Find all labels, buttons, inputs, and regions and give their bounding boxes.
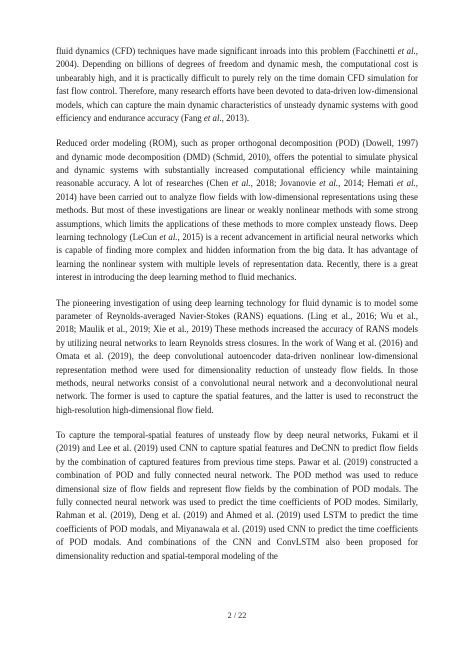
text-run: To capture the temporal-spatial features of unsteady flow by deep neural networks, Fukami et il (2019) and Lee et al. (2019) used CNN to capture spatial features and DeCNN to predict flow fields by the combination of captured features from previous time steps. Pawar et al. (2019) constructed a combination of POD and fully connected neural network. The POD method was used to reduce dimensional size of flow fields and represent flow fields by the combination of POD modals. The fully connected neural network was used to predict the time coefficients of POD modes. Similarly, Rahman et al. (2019), Deng et al. (2019) and Ahmed et al. (2019) used LSTM to predict the time coefficients of POD modals, and Miyanawala et al. (2019) used CNN to predict the time coefficients of POD modals. And combinations of the CNN and ConvLSTM also been proposed for dimensionality reduction and spatial-temporal modeling of the: [56, 429, 418, 561]
text-run: , 2014) have been carried out to analyze flow fields with low-dimensional representations using these methods. But most of these investigations are linear or weakly nonlinear methods with some strong assumptions, which limits the applications of these methods to more complex unsteady flows. Deep learning technology (LeCun: [56, 178, 418, 243]
text-run: , 2004). Depending on billions of degrees of freedom and dynamic mesh, the computational cost is unbearably high, and it is practically difficult to purely rely on the time domain CFD simulation for fast flow control. Therefore, many research efforts have been devoted to data-driven low-dimensional models, which can capture the main dynamic characteristics of unsteady dynamic systems with good efficiency and endurance accuracy (Fang: [56, 46, 419, 124]
italic-text-run: et al.: [159, 232, 178, 243]
italic-text-run: et al.: [396, 178, 416, 189]
text-run: Reduced order modeling (ROM), such as proper orthogonal decomposition (POD) (Dowell, 1997) and dynamic mode decomposition (DMD) (Schmid, 2010), offers the potential to simulate physical and dynamic systems with substantially increased computational efficiency while maintaining reasonable accuracy. A lot of researches (Chen: [56, 138, 418, 189]
text-run: fluid dynamics (CFD) techniques have made significant inroads into this problem (Facchinetti: [56, 46, 398, 56]
text-run: , 2015) is a recent advancement in artificial neural networks which is capable of finding more complex and hidden information from the big data. It has advantage of learning the nonlinear system with multiple levels of representation data. Recently, there is a great interest in introducing the deep learning method to fluid mechanics.: [56, 232, 419, 283]
italic-text-run: et al.: [319, 178, 339, 189]
text-run: , 2018; Jovanovie: [250, 178, 320, 189]
paragraph: [56, 429, 418, 563]
paragraph: [56, 297, 418, 418]
italic-text-run: et al.: [397, 46, 416, 56]
paragraph: [56, 137, 418, 284]
italic-text-run: et al.: [203, 113, 222, 124]
text-run: , 2013).: [221, 113, 250, 124]
page-number: 2 / 22: [227, 611, 247, 620]
italic-text-run: et al.: [231, 178, 251, 189]
text-run: , 2014; Hemati: [338, 178, 397, 189]
body-text: [56, 45, 418, 563]
paragraph: [56, 45, 418, 125]
text-run: The pioneering investigation of using deep learning technology for fluid dynamic is to model some parameter of Reynolds-averaged Navier-Stokes (RANS) equations. (Ling et al., 2016; Wu et al., 2018; Maulik et al., 2019; Xie et al., 2019) These methods increased the accuracy of RANS models by utilizing neural networks to learn Reynolds stress closures. In the work of Wang et al. (2016) and Omata et al. (2019), the deep convolutional autoencoder data-driven nonlinear low-dimensional representation method were used for dimensionality reduction of unsteady flow fields. In those methods, neural networks consist of a convolutional neural network and a deconvolutional neural network. The former is used to capture the spatial features, and the latter is used to reconstruct the high-resolution high-dimensional flow field.: [56, 297, 418, 415]
